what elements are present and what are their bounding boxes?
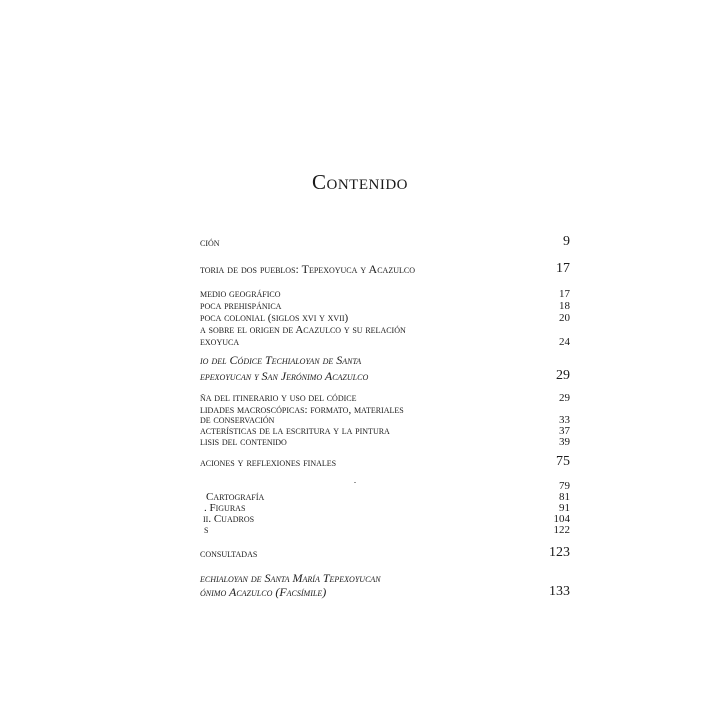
- toc-entry-page: 133: [549, 584, 570, 599]
- toc-entry: [200, 586, 570, 598]
- toc-entry: [200, 312, 570, 324]
- toc-entry: [200, 300, 570, 312]
- toc-entry-label: aciones y reflexiones finales: [200, 455, 337, 469]
- toc-entry-label: ii. Cuadros: [203, 513, 255, 525]
- toc-entry: [200, 547, 570, 559]
- toc-entry-page: 33: [559, 414, 570, 426]
- toc-entry-page: 39: [559, 436, 570, 448]
- toc-entry: [200, 354, 570, 366]
- toc-entry-page: 17: [559, 288, 570, 300]
- toc-entry-page: 104: [553, 513, 570, 525]
- toc-entry-label: poca colonial (siglos xvi y xvii): [200, 312, 349, 324]
- toc-entry-page: 79: [559, 480, 570, 492]
- toc-entry-page: 122: [553, 524, 570, 536]
- toc-entry-page: 75: [556, 454, 570, 469]
- toc-entry: [200, 572, 570, 584]
- toc-entry: [200, 324, 570, 336]
- toc-entry-page: 24: [559, 336, 570, 348]
- toc-entry-page: 29: [556, 368, 570, 383]
- toc-entry-label: ción: [200, 235, 220, 249]
- speck: [354, 482, 356, 483]
- toc-entry-page: 9: [563, 234, 570, 249]
- toc-entry: [200, 236, 570, 248]
- toc-entry: [200, 456, 570, 468]
- toc-entry-page: 17: [556, 261, 570, 276]
- toc-entry-label: medio geográfico: [200, 288, 281, 300]
- toc-entry: [200, 370, 570, 382]
- toc-entry-page: 18: [559, 300, 570, 312]
- toc-entry-label: a sobre el origen de Acazulco y su relación: [200, 324, 406, 336]
- toc-entry: [200, 392, 570, 404]
- toc-entry-page: 29: [559, 392, 570, 404]
- toc-entry-label: acterísticas de la escritura y la pintura: [200, 425, 390, 437]
- toc-entry-label: . Figuras: [204, 502, 246, 514]
- toc-entry-page: 20: [559, 312, 570, 324]
- toc-entry: [200, 288, 570, 300]
- toc-entry-label: epexoyucan y San Jerónimo Acazulco: [200, 369, 369, 383]
- toc-entry-label: lidades macroscópicas: formato, materiales: [200, 404, 404, 416]
- toc-entry-page: 81: [559, 491, 570, 503]
- toc-entry: [204, 524, 570, 536]
- toc-entry-label: toria de dos pueblos: Tepexoyuca y Acazulco: [200, 262, 415, 276]
- toc-entry-label: s: [204, 524, 209, 536]
- toc-entry-label: echialoyan de Santa María Tepexoyucan: [200, 571, 381, 585]
- page-title: Contenido: [312, 170, 408, 194]
- toc-entry-label: ña del itinerario y uso del códice: [200, 392, 357, 404]
- toc-entry: [200, 263, 570, 275]
- toc-entry-page: 91: [559, 502, 570, 514]
- toc-entry: [200, 436, 570, 448]
- toc-entry-page: 123: [549, 545, 570, 560]
- toc-entry-label: exoyuca: [200, 336, 240, 348]
- toc-entry-label: ónimo Acazulco (Facsímile): [200, 585, 327, 599]
- toc-entry-label: de conservación: [200, 414, 275, 426]
- toc-entry-label: Cartografía: [206, 491, 265, 503]
- toc-entry-label: poca prehispánica: [200, 300, 282, 312]
- toc-entry-label: lisis del contenido: [200, 436, 287, 448]
- toc-entry: [200, 336, 570, 348]
- toc-entry-label: io del Códice Techialoyan de Santa: [200, 353, 362, 367]
- toc-entry-page: 37: [559, 425, 570, 437]
- toc-entry-label: consultadas: [200, 546, 258, 560]
